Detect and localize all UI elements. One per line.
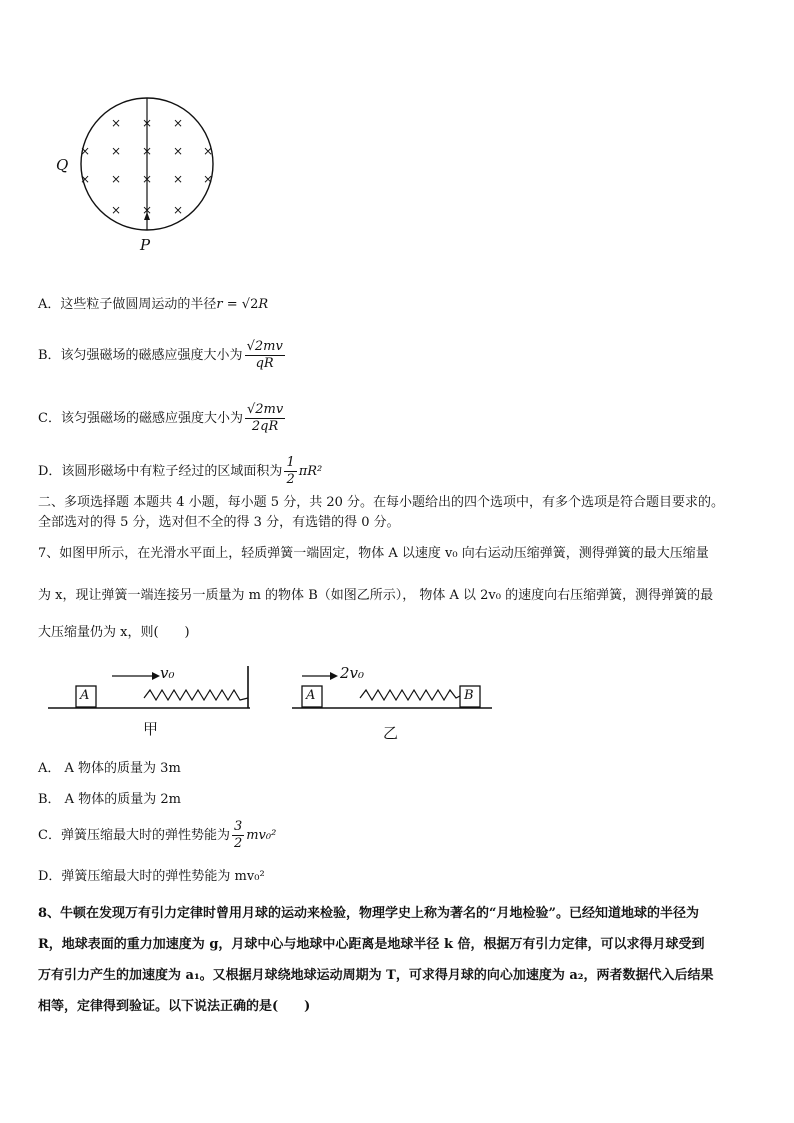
velocity-arrowhead xyxy=(152,672,160,680)
section2-line1: 二、多项选择题 本题共 4 小题，每小题 5 分，共 20 分。在每小题给出的四个选项中，有多个选项是符合题目要求的。 xyxy=(38,495,725,510)
q7-line1: 7、如图甲所示，在光滑水平面上，轻质弹簧一端固定，物体 A 以速度 v₀ 向右运动压缩弹簧，测得弹簧的最大压缩量 xyxy=(38,546,709,561)
q6-option-b: B．该匀强磁场的磁感应强度大小为 $\frac{√2mv}{qR}$ xyxy=(38,339,283,371)
svg-text:×: × xyxy=(172,172,184,186)
block-a-label-right: A xyxy=(306,688,316,703)
q6-option-d: D．该圆形磁场中有粒子经过的区域面积为 $\frac{1}{2}$ πR² xyxy=(38,455,323,487)
block-a-label-left: A xyxy=(80,688,90,703)
block-b-label-right: B xyxy=(464,688,474,703)
q7-option-b: B． A 物体的质量为 2m xyxy=(38,792,181,807)
svg-text:×: × xyxy=(141,116,153,130)
q7-line2: 为 x，现让弹簧一端连接另一质量为 m 的物体 B（如图乙所示）， 物体 A 以 2v₀ 的速度向右压缩弹簧，测得弹簧的最 xyxy=(38,588,714,603)
svg-text:×: × xyxy=(110,116,122,130)
q8-line3: 万有引力产生的加速度为 a₁。又根据月球绕地球运动周期为 T，可求得月球的向心加速度为 a₂，两者数据代入后结果 xyxy=(38,968,714,983)
svg-text:×: × xyxy=(141,203,153,217)
svg-text:×: × xyxy=(110,144,122,158)
svg-text:×: × xyxy=(79,172,91,186)
velocity-label-right: 2v₀ xyxy=(340,664,365,682)
q8-line4: 相等，定律得到验证。以下说法正确的是( ) xyxy=(38,999,311,1014)
svg-text:×: × xyxy=(202,172,214,186)
svg-text:×: × xyxy=(141,144,153,158)
spring xyxy=(360,690,460,700)
svg-text:×: × xyxy=(141,172,153,186)
svg-text:×: × xyxy=(172,116,184,130)
label-p: P xyxy=(140,236,151,254)
section2-line2: 全部选对的得 5 分，选对但不全的得 3 分，有选错的得 0 分。 xyxy=(38,515,400,530)
svg-text:×: × xyxy=(172,144,184,158)
q8-line2: R，地球表面的重力加速度为 g，月球中心与地球中心距离是地球半径 k 倍，根据万有引力定律，可以求得月球受到 xyxy=(38,937,705,952)
q6-option-c: C．该匀强磁场的磁感应强度大小为 $\frac{√2mv}{2qR}$ xyxy=(38,402,284,434)
q7-option-a: A． A 物体的质量为 3m xyxy=(38,761,181,776)
q8-line1: 8、牛顿在发现万有引力定律时曾用月球的运动来检验，物理学史上称为著名的“月地检验”。已经知道地球的半径为 xyxy=(38,906,700,921)
q6-option-a: A．这些粒子做圆周运动的半径r = √2R xyxy=(38,297,269,312)
velocity-label-left: v₀ xyxy=(160,664,175,682)
svg-text:×: × xyxy=(110,203,122,217)
svg-text:×: × xyxy=(202,144,214,158)
svg-text:×: × xyxy=(172,203,184,217)
caption-left: 甲 xyxy=(143,720,159,738)
svg-text:×: × xyxy=(110,172,122,186)
q7-line3: 大压缩量仍为 x，则( ) xyxy=(38,625,190,640)
label-q: Q xyxy=(56,156,69,174)
q7-option-d: D．弹簧压缩最大时的弹性势能为 mv₀² xyxy=(38,869,265,884)
spring xyxy=(144,690,248,700)
q7-option-c: C．弹簧压缩最大时的弹性势能为 $\frac{3}{2}$ mv₀² xyxy=(38,819,277,851)
svg-text:×: × xyxy=(79,144,91,158)
velocity-arrowhead xyxy=(330,672,338,680)
caption-right: 乙 xyxy=(383,724,399,742)
spring-figure-left xyxy=(44,660,256,720)
